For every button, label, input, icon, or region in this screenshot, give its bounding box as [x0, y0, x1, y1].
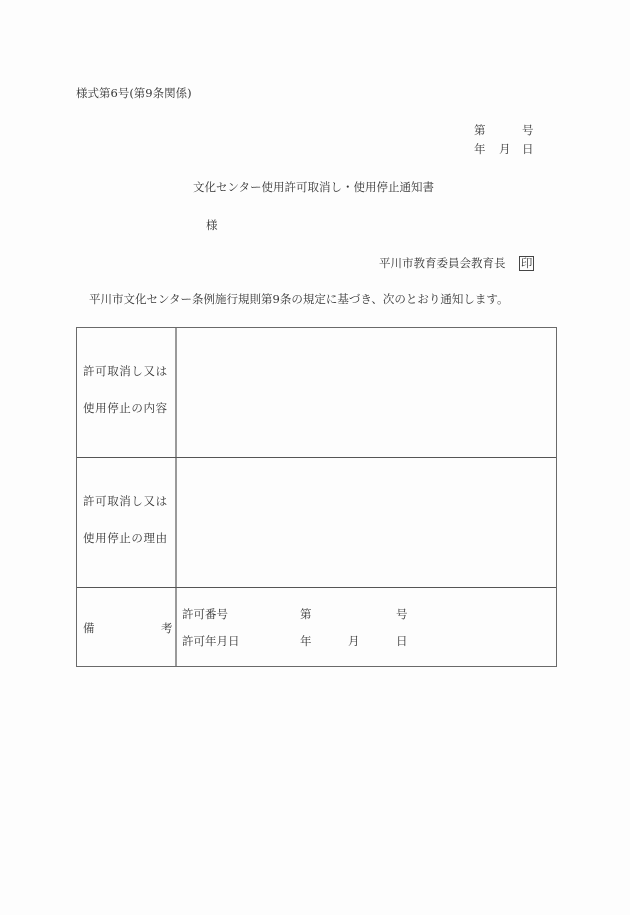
date-day: 日 [522, 142, 534, 156]
issuer [379, 256, 534, 271]
content-value-cell[interactable] [177, 328, 556, 457]
form-number: 様式第6号(第9条関係) [76, 86, 192, 100]
table-row-reason [77, 458, 556, 588]
body-text: 平川市文化センター条例施行規則第9条の規定に基づき、次のとおり通知します。 [89, 292, 509, 306]
label-line2: 使用停止の理由 [83, 531, 168, 545]
permit-date-day: 日 [396, 634, 408, 648]
remarks-label-left: 備 [83, 621, 95, 635]
date-month: 月 [499, 142, 511, 156]
permit-date-label: 許可年月日 [182, 634, 240, 648]
table-row-remarks [77, 588, 556, 668]
label-line1: 許可取消し又は [83, 494, 168, 508]
permit-number-gou: 号 [396, 607, 408, 621]
issuer-name: 平川市教育委員会教育長 [379, 256, 506, 270]
reason-value-cell[interactable] [177, 458, 556, 587]
permit-date-month: 月 [348, 634, 360, 648]
seal-mark: 印 [520, 256, 533, 270]
permit-date-year: 年 [300, 634, 312, 648]
permit-number-label: 許可番号 [182, 607, 228, 621]
remarks-label-right: 考 [161, 621, 173, 635]
addressee-suffix: 様 [206, 218, 218, 232]
notice-table [76, 327, 557, 667]
remarks-label-cell [77, 588, 175, 668]
doc-number-dai: 第 [474, 123, 486, 137]
permit-number-dai: 第 [300, 607, 312, 621]
doc-number-gou: 号 [522, 123, 534, 137]
label-line1: 許可取消し又は [83, 364, 168, 378]
date-year: 年 [474, 142, 486, 156]
label-line2: 使用停止の内容 [83, 401, 168, 415]
document-title: 文化センター使用許可取消し・使用停止通知書 [193, 180, 435, 194]
table-row-content [77, 328, 556, 458]
label-cell [77, 458, 175, 587]
label-cell [77, 328, 175, 457]
